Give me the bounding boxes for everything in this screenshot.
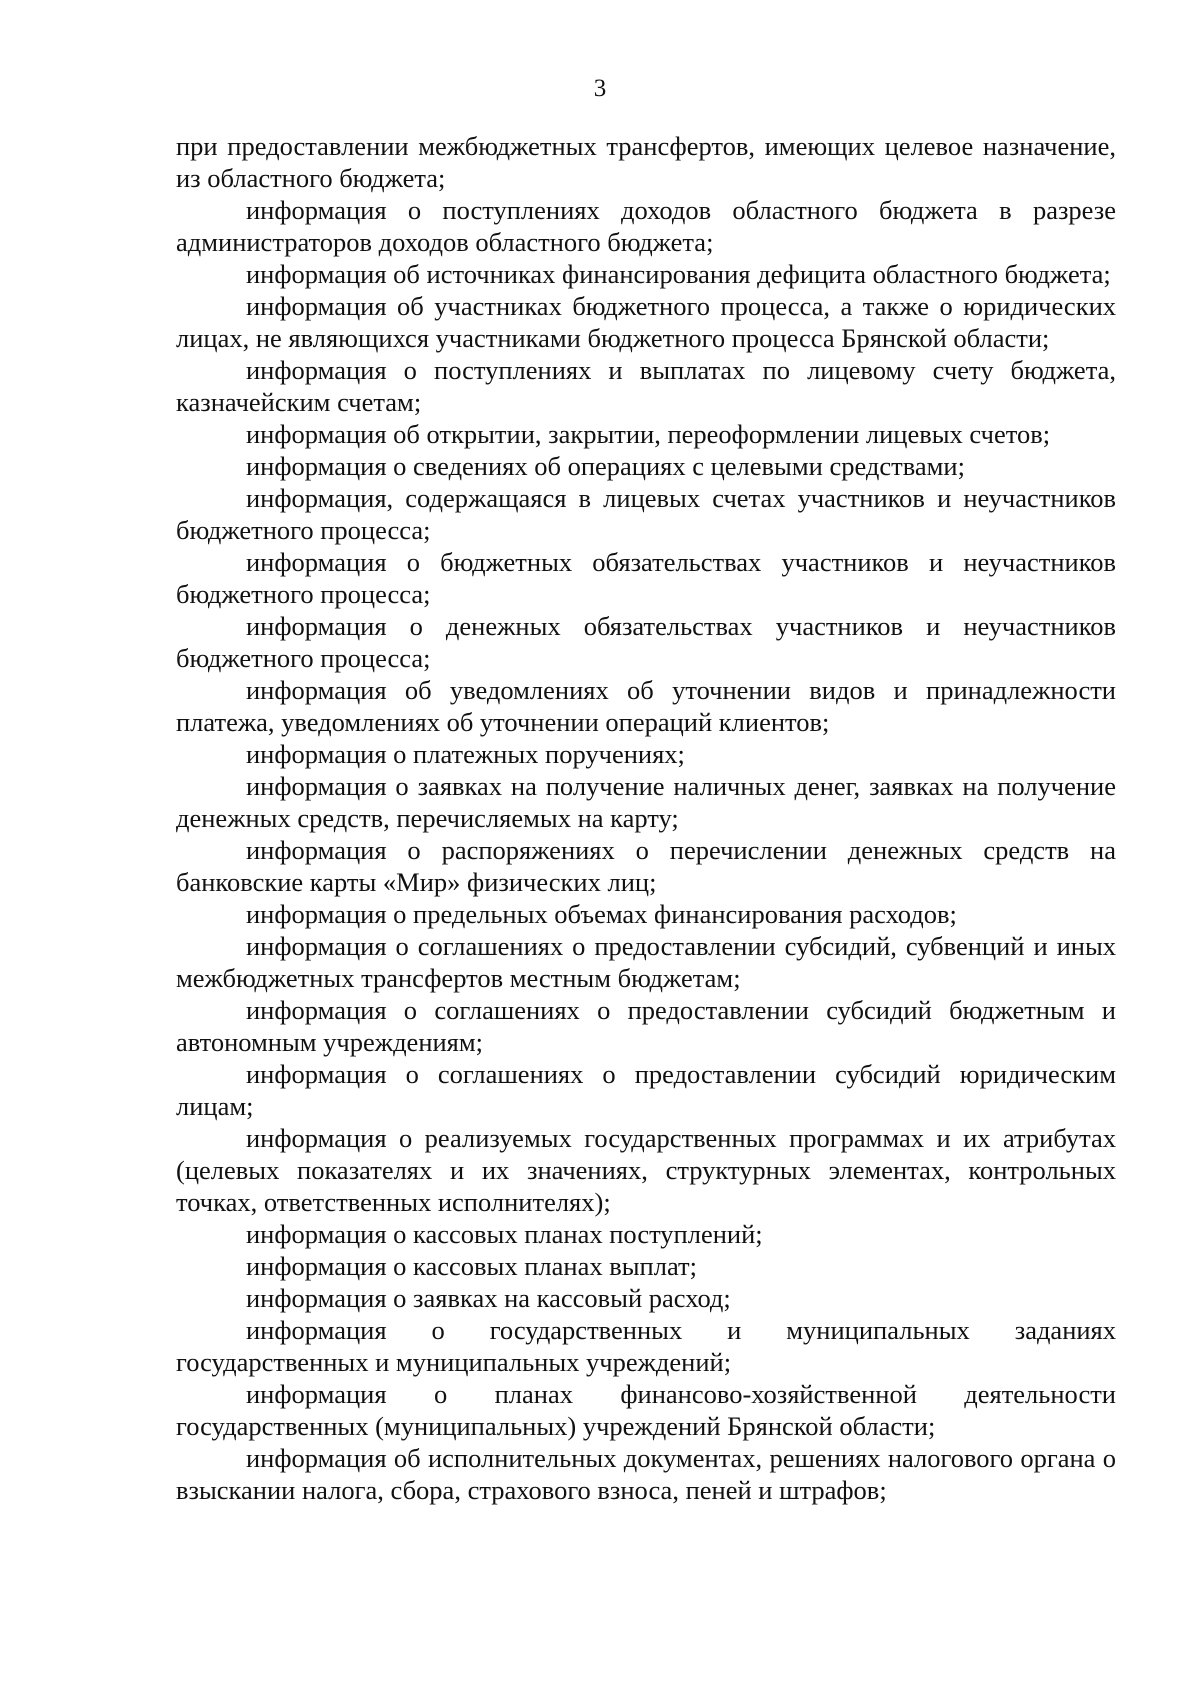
page-number: 3	[593, 75, 607, 102]
paragraph: информация об открытии, закрытии, переоформлении лицевых счетов;	[246, 419, 1051, 449]
paragraph: информация о распоряжениях о перечислении денежных средств на банковские карты «Мир» физических лиц;	[176, 835, 1116, 897]
paragraph: информация о реализуемых государственных программах и их атрибутах (целевых показателях и их значениях, структурных элементах, контрольных точках, ответственных исполнителях);	[176, 1123, 1116, 1217]
paragraph: информация о заявках на кассовый расход;	[246, 1283, 731, 1313]
paragraph: при предоставлении межбюджетных трансфертов, имеющих целевое назначение, из областного бюджета;	[176, 131, 1116, 193]
paragraph: информация о денежных обязательствах участников и неучастников бюджетного процесса;	[176, 611, 1116, 673]
paragraph: информация о государственных и муниципальных заданиях государственных и муниципальных учреждений;	[176, 1315, 1116, 1377]
paragraph: информация о соглашениях о предоставлении субсидий юридическим лицам;	[176, 1059, 1116, 1121]
paragraph: информация о бюджетных обязательствах участников и неучастников бюджетного процесса;	[176, 547, 1116, 609]
paragraph: информация о сведениях об операциях с целевыми средствами;	[246, 451, 965, 481]
paragraph: информация о поступлениях и выплатах по лицевому счету бюджета, казначейским счетам;	[176, 355, 1116, 417]
paragraph: информация, содержащаяся в лицевых счетах участников и неучастников бюджетного процесса;	[176, 483, 1116, 545]
paragraph: информация о соглашениях о предоставлении субсидий бюджетным и автономным учреждениям;	[176, 995, 1116, 1057]
paragraph: информация о платежных поручениях;	[246, 739, 685, 769]
paragraph: информация об уведомлениях об уточнении видов и принадлежности платежа, уведомлениях об уточнении операций клиентов;	[176, 675, 1116, 737]
paragraph: информация о предельных объемах финансирования расходов;	[246, 899, 957, 929]
paragraph: информация об участниках бюджетного процесса, а также о юридических лицах, не являющихся участниками бюджетного процесса Брянской области;	[176, 291, 1116, 353]
paragraph: информация об исполнительных документах, решениях налогового органа о взыскании налога, сбора, страхового взноса, пеней и штрафов;	[176, 1443, 1116, 1505]
paragraph: информация о кассовых планах поступлений;	[246, 1219, 763, 1249]
paragraph: информация о заявках на получение наличных денег, заявках на получение денежных средств, перечисляемых на карту;	[176, 771, 1116, 833]
document-body	[176, 130, 1116, 1506]
paragraph: информация о кассовых планах выплат;	[246, 1251, 697, 1281]
paragraph: информация о соглашениях о предоставлении субсидий, субвенций и иных межбюджетных трансфертов местным бюджетам;	[176, 931, 1116, 993]
paragraph: информация о планах финансово-хозяйственной деятельности государственных (муниципальных) учреждений Брянской области;	[176, 1379, 1116, 1441]
paragraph: информация о поступлениях доходов областного бюджета в разрезе администраторов доходов областного бюджета;	[176, 195, 1116, 257]
paragraph: информация об источниках финансирования дефицита областного бюджета;	[246, 259, 1111, 289]
